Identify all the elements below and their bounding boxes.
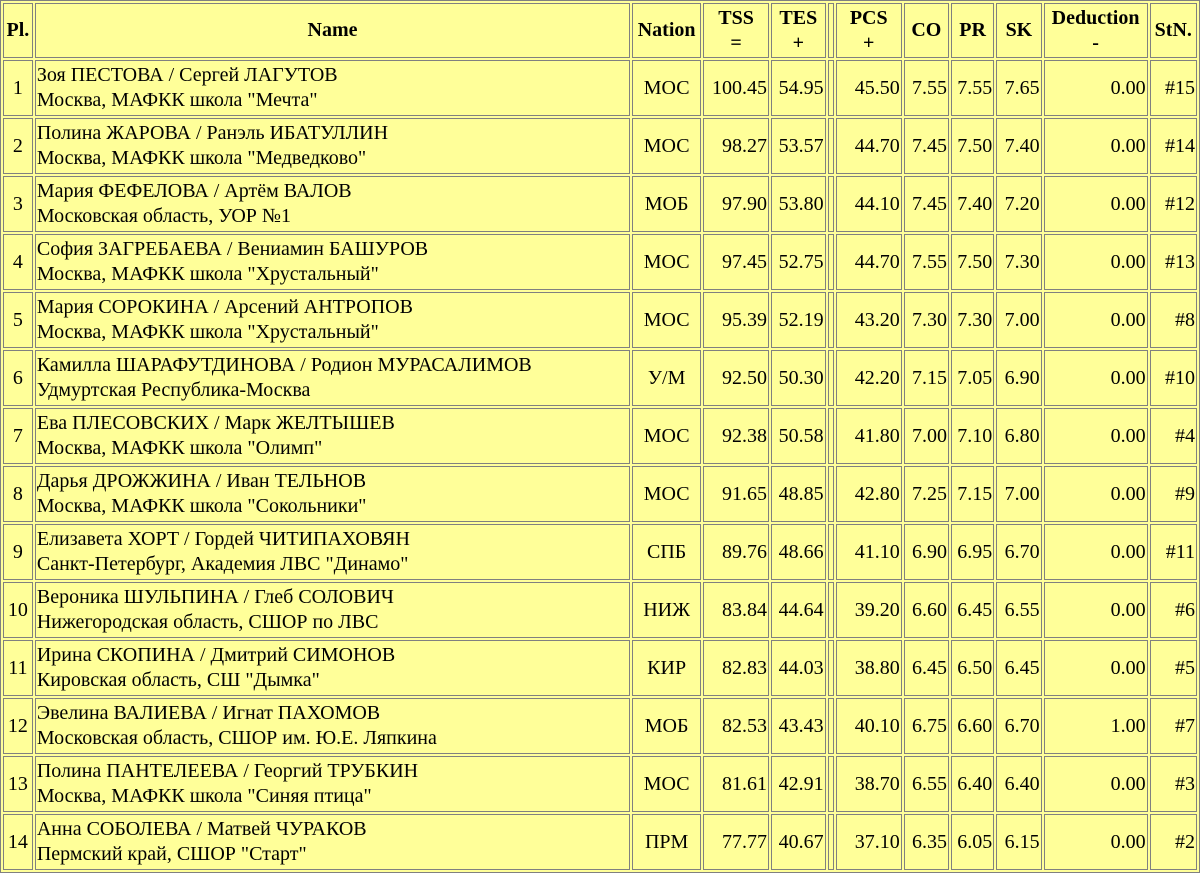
pr-cell: 6.60	[951, 698, 994, 754]
skater-names: Мария СОРОКИНА / Арсений АНТРОПОВ	[36, 296, 413, 318]
tss-cell: 95.39	[703, 292, 769, 348]
tss-cell: 89.76	[703, 524, 769, 580]
spacer-cell	[828, 408, 834, 464]
club-name: Кировская область, СШ "Дымка"	[36, 669, 320, 691]
skater-names: Полина ПАНТЕЛЕЕВА / Георгий ТРУБКИН	[36, 760, 419, 782]
table-row	[3, 176, 1197, 232]
co-cell: 6.75	[904, 698, 949, 754]
nation-cell: МОБ	[632, 176, 701, 232]
tss-cell: 81.61	[703, 756, 769, 812]
sk-cell: 6.70	[996, 698, 1041, 754]
name-cell	[35, 350, 630, 406]
header-start-number[interactable]: StN.	[1150, 3, 1197, 58]
name-cell	[35, 60, 630, 116]
tes-cell: 43.43	[771, 698, 826, 754]
pr-cell: 7.50	[951, 118, 994, 174]
place-cell: 1	[3, 60, 33, 116]
name-cell	[35, 466, 630, 522]
pcs-cell: 38.80	[836, 640, 902, 696]
start-number-cell: #3	[1150, 756, 1197, 812]
table-row	[3, 524, 1197, 580]
tes-cell: 53.80	[771, 176, 826, 232]
start-number-cell: #7	[1150, 698, 1197, 754]
header-spacer	[828, 3, 834, 58]
skater-names: Эвелина ВАЛИЕВА / Игнат ПАХОМОВ	[36, 702, 381, 724]
name-cell	[35, 640, 630, 696]
pr-cell: 7.50	[951, 234, 994, 290]
name-cell	[35, 524, 630, 580]
nation-cell: МОС	[632, 756, 701, 812]
sk-cell: 7.65	[996, 60, 1041, 116]
skater-names: Елизавета ХОРТ / Гордей ЧИТИПАХОВЯН	[36, 528, 410, 550]
club-name: Москва, МАФКК школа "Хрустальный"	[36, 321, 379, 343]
pcs-cell: 45.50	[836, 60, 902, 116]
pcs-cell: 39.20	[836, 582, 902, 638]
nation-cell: У/М	[632, 350, 701, 406]
tes-cell: 48.66	[771, 524, 826, 580]
header-pr[interactable]: PR	[951, 3, 994, 58]
name-cell	[35, 582, 630, 638]
name-cell	[35, 234, 630, 290]
tss-cell: 77.77	[703, 814, 769, 870]
place-cell: 2	[3, 118, 33, 174]
tes-cell: 40.67	[771, 814, 826, 870]
start-number-cell: #8	[1150, 292, 1197, 348]
spacer-cell	[828, 234, 834, 290]
club-name: Московская область, СШОР им. Ю.Е. Ляпкина	[36, 727, 437, 749]
nation-cell: МОС	[632, 118, 701, 174]
pcs-cell: 43.20	[836, 292, 902, 348]
pr-cell: 7.15	[951, 466, 994, 522]
place-cell: 4	[3, 234, 33, 290]
start-number-cell: #14	[1150, 118, 1197, 174]
club-name: Москва, МАФКК школа "Сокольники"	[36, 495, 367, 517]
start-number-cell: #12	[1150, 176, 1197, 232]
deduction-cell: 0.00	[1044, 350, 1148, 406]
table-row	[3, 756, 1197, 812]
start-number-cell: #4	[1150, 408, 1197, 464]
spacer-cell	[828, 814, 834, 870]
sk-cell: 7.20	[996, 176, 1041, 232]
sk-cell: 6.45	[996, 640, 1041, 696]
start-number-cell: #9	[1150, 466, 1197, 522]
table-row	[3, 60, 1197, 116]
club-name: Москва, МАФКК школа "Мечта"	[36, 89, 318, 111]
deduction-cell: 0.00	[1044, 524, 1148, 580]
sk-cell: 7.00	[996, 292, 1041, 348]
pr-cell: 6.45	[951, 582, 994, 638]
place-cell: 8	[3, 466, 33, 522]
co-cell: 7.00	[904, 408, 949, 464]
header-co[interactable]: CO	[904, 3, 949, 58]
pcs-cell: 44.70	[836, 118, 902, 174]
pcs-cell: 44.70	[836, 234, 902, 290]
header-name[interactable]: Name	[35, 3, 630, 58]
deduction-cell: 0.00	[1044, 292, 1148, 348]
start-number-cell: #11	[1150, 524, 1197, 580]
nation-cell: СПБ	[632, 524, 701, 580]
skater-names: Ирина СКОПИНА / Дмитрий СИМОНОВ	[36, 644, 396, 666]
skater-names: Анна СОБОЛЕВА / Матвей ЧУРАКОВ	[36, 818, 367, 840]
club-name: Удмуртская Республика-Москва	[36, 379, 311, 401]
table-row	[3, 292, 1197, 348]
place-cell: 3	[3, 176, 33, 232]
pr-cell: 6.05	[951, 814, 994, 870]
club-name: Москва, МАФКК школа "Олимп"	[36, 437, 323, 459]
pcs-cell: 41.80	[836, 408, 902, 464]
tss-cell: 82.83	[703, 640, 769, 696]
start-number-cell: #10	[1150, 350, 1197, 406]
table-row	[3, 814, 1197, 870]
tss-cell: 83.84	[703, 582, 769, 638]
skater-names: София ЗАГРЕБАЕВА / Вениамин БАШУРОВ	[36, 238, 429, 260]
sk-cell: 7.40	[996, 118, 1041, 174]
club-name: Москва, МАФКК школа "Синяя птица"	[36, 785, 372, 807]
table-row	[3, 640, 1197, 696]
spacer-cell	[828, 60, 834, 116]
co-cell: 7.30	[904, 292, 949, 348]
deduction-cell: 0.00	[1044, 118, 1148, 174]
sk-cell: 6.40	[996, 756, 1041, 812]
pr-cell: 7.10	[951, 408, 994, 464]
pcs-cell: 44.10	[836, 176, 902, 232]
club-name: Москва, МАФКК школа "Медведково"	[36, 147, 367, 169]
header-place[interactable]: Pl.	[3, 3, 33, 58]
club-name: Нижегородская область, СШОР по ЛВС	[36, 611, 379, 633]
spacer-cell	[828, 292, 834, 348]
tss-cell: 92.50	[703, 350, 769, 406]
co-cell: 7.55	[904, 234, 949, 290]
header-tss[interactable]: TSS =	[703, 3, 769, 58]
tes-cell: 42.91	[771, 756, 826, 812]
co-cell: 6.45	[904, 640, 949, 696]
spacer-cell	[828, 524, 834, 580]
name-cell	[35, 292, 630, 348]
sk-cell: 7.00	[996, 466, 1041, 522]
deduction-cell: 0.00	[1044, 234, 1148, 290]
spacer-cell	[828, 466, 834, 522]
sk-cell: 6.70	[996, 524, 1041, 580]
results-body	[3, 60, 1197, 870]
co-cell: 6.60	[904, 582, 949, 638]
nation-cell: МОС	[632, 234, 701, 290]
header-nation[interactable]: Nation	[632, 3, 701, 58]
name-cell	[35, 756, 630, 812]
spacer-cell	[828, 640, 834, 696]
pr-cell: 7.05	[951, 350, 994, 406]
deduction-cell: 0.00	[1044, 756, 1148, 812]
pr-cell: 6.95	[951, 524, 994, 580]
table-row	[3, 582, 1197, 638]
pcs-cell: 38.70	[836, 756, 902, 812]
co-cell: 7.45	[904, 176, 949, 232]
club-name: Московская область, УОР №1	[36, 205, 291, 227]
place-cell: 5	[3, 292, 33, 348]
skater-names: Камилла ШАРАФУТДИНОВА / Родион МУРАСАЛИМОВ	[36, 354, 532, 376]
pcs-cell: 37.10	[836, 814, 902, 870]
sk-cell: 6.80	[996, 408, 1041, 464]
tss-cell: 97.45	[703, 234, 769, 290]
nation-cell: МОБ	[632, 698, 701, 754]
co-cell: 7.55	[904, 60, 949, 116]
pcs-cell: 42.20	[836, 350, 902, 406]
nation-cell: МОС	[632, 60, 701, 116]
skater-names: Дарья ДРОЖЖИНА / Иван ТЕЛЬНОВ	[36, 470, 367, 492]
deduction-cell: 0.00	[1044, 408, 1148, 464]
table-row	[3, 408, 1197, 464]
start-number-cell: #13	[1150, 234, 1197, 290]
tss-cell: 98.27	[703, 118, 769, 174]
tss-cell: 97.90	[703, 176, 769, 232]
nation-cell: МОС	[632, 466, 701, 522]
co-cell: 6.90	[904, 524, 949, 580]
spacer-cell	[828, 176, 834, 232]
spacer-cell	[828, 698, 834, 754]
spacer-cell	[828, 350, 834, 406]
co-cell: 6.55	[904, 756, 949, 812]
start-number-cell: #5	[1150, 640, 1197, 696]
header-tes[interactable]: TES +	[771, 3, 826, 58]
pr-cell: 7.55	[951, 60, 994, 116]
club-name: Москва, МАФКК школа "Хрустальный"	[36, 263, 379, 285]
header-deduction[interactable]: Deduction -	[1044, 3, 1148, 58]
co-cell: 7.45	[904, 118, 949, 174]
header-row	[3, 3, 1197, 58]
tes-cell: 54.95	[771, 60, 826, 116]
sk-cell: 6.90	[996, 350, 1041, 406]
spacer-cell	[828, 756, 834, 812]
name-cell	[35, 408, 630, 464]
table-row	[3, 118, 1197, 174]
pcs-cell: 42.80	[836, 466, 902, 522]
pcs-cell: 41.10	[836, 524, 902, 580]
skater-names: Зоя ПЕСТОВА / Сергей ЛАГУТОВ	[36, 64, 338, 86]
deduction-cell: 0.00	[1044, 640, 1148, 696]
table-row	[3, 234, 1197, 290]
pr-cell: 6.40	[951, 756, 994, 812]
place-cell: 6	[3, 350, 33, 406]
deduction-cell: 0.00	[1044, 176, 1148, 232]
pr-cell: 6.50	[951, 640, 994, 696]
club-name: Пермский край, СШОР "Старт"	[36, 843, 307, 865]
place-cell: 10	[3, 582, 33, 638]
tes-cell: 52.19	[771, 292, 826, 348]
tes-cell: 50.30	[771, 350, 826, 406]
deduction-cell: 0.00	[1044, 582, 1148, 638]
tss-cell: 91.65	[703, 466, 769, 522]
name-cell	[35, 814, 630, 870]
tes-cell: 48.85	[771, 466, 826, 522]
tes-cell: 53.57	[771, 118, 826, 174]
deduction-cell: 0.00	[1044, 466, 1148, 522]
skater-names: Мария ФЕФЕЛОВА / Артём ВАЛОВ	[36, 180, 352, 202]
name-cell	[35, 118, 630, 174]
deduction-cell: 1.00	[1044, 698, 1148, 754]
tes-cell: 44.03	[771, 640, 826, 696]
sk-cell: 6.15	[996, 814, 1041, 870]
co-cell: 6.35	[904, 814, 949, 870]
spacer-cell	[828, 582, 834, 638]
spacer-cell	[828, 118, 834, 174]
place-cell: 9	[3, 524, 33, 580]
skater-names: Ева ПЛЕСОВСКИХ / Марк ЖЕЛТЫШЕВ	[36, 412, 395, 434]
co-cell: 7.15	[904, 350, 949, 406]
name-cell	[35, 176, 630, 232]
tes-cell: 44.64	[771, 582, 826, 638]
tss-cell: 82.53	[703, 698, 769, 754]
pcs-cell: 40.10	[836, 698, 902, 754]
tes-cell: 50.58	[771, 408, 826, 464]
skater-names: Вероника ШУЛЬПИНА / Глеб СОЛОВИЧ	[36, 586, 394, 608]
place-cell: 11	[3, 640, 33, 696]
start-number-cell: #2	[1150, 814, 1197, 870]
header-pcs[interactable]: PCS +	[836, 3, 902, 58]
nation-cell: НИЖ	[632, 582, 701, 638]
deduction-cell: 0.00	[1044, 814, 1148, 870]
sk-cell: 6.55	[996, 582, 1041, 638]
pr-cell: 7.40	[951, 176, 994, 232]
name-cell	[35, 698, 630, 754]
tss-cell: 100.45	[703, 60, 769, 116]
co-cell: 7.25	[904, 466, 949, 522]
nation-cell: МОС	[632, 292, 701, 348]
place-cell: 13	[3, 756, 33, 812]
tss-cell: 92.38	[703, 408, 769, 464]
club-name: Санкт-Петербург, Академия ЛВС "Динамо"	[36, 553, 409, 575]
nation-cell: КИР	[632, 640, 701, 696]
table-row	[3, 466, 1197, 522]
deduction-cell: 0.00	[1044, 60, 1148, 116]
skater-names: Полина ЖАРОВА / Ранэль ИБАТУЛЛИН	[36, 122, 389, 144]
place-cell: 7	[3, 408, 33, 464]
nation-cell: МОС	[632, 408, 701, 464]
header-sk[interactable]: SK	[996, 3, 1041, 58]
start-number-cell: #15	[1150, 60, 1197, 116]
tes-cell: 52.75	[771, 234, 826, 290]
pr-cell: 7.30	[951, 292, 994, 348]
start-number-cell: #6	[1150, 582, 1197, 638]
place-cell: 12	[3, 698, 33, 754]
table-row	[3, 698, 1197, 754]
place-cell: 14	[3, 814, 33, 870]
nation-cell: ПРМ	[632, 814, 701, 870]
table-row	[3, 350, 1197, 406]
sk-cell: 7.30	[996, 234, 1041, 290]
